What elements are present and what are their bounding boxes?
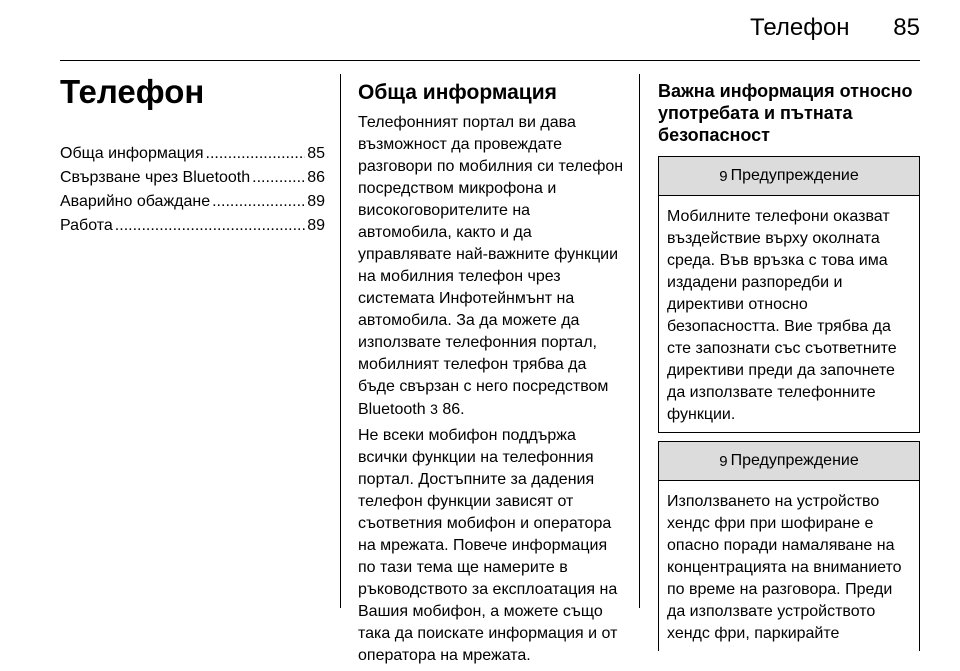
text-line: Телефонният портал ви дава (358, 114, 576, 131)
text-line: високоговорителите на (358, 202, 531, 219)
text-line: издадени разпоредби и (667, 274, 843, 291)
toc-entry-page: 89 (307, 193, 325, 210)
text-line (358, 398, 626, 421)
text-line: хендс фри, паркирайте (667, 625, 840, 642)
text-line: по време на разговора. Преди (667, 581, 893, 598)
toc-entry-page: 85 (307, 145, 325, 162)
text-fragment: Bluetooth (358, 401, 426, 418)
text-line: автомобила, както и да (358, 224, 532, 241)
header-rule (60, 60, 920, 61)
text-line: по тази тема ще намерите в (358, 559, 568, 576)
toc-entry-label: Работа (60, 217, 113, 234)
text-line: използвате телефонния портал, (358, 334, 597, 351)
text-line: портал. Достъпните за дадения (358, 471, 595, 488)
text-line: оператора на мрежата. (358, 647, 531, 664)
toc-entry[interactable] (60, 190, 325, 214)
text-line: съответния мобифон и оператора (358, 515, 612, 532)
text-line: бъде свързан с него посредством (358, 378, 609, 395)
page-reference-link[interactable]: 86. (442, 401, 465, 418)
page-header-title: Телефон (750, 14, 850, 41)
text-line: среда. Във връзка с това има (667, 252, 888, 269)
text-line: Вашия мобифон, а можете също (358, 603, 603, 620)
toc-entry-label: Свързване чрез Bluetooth (60, 169, 251, 186)
toc-entry[interactable] (60, 142, 325, 166)
text-line: управлявате най-важните функции (358, 246, 618, 263)
text-line: Мобилните телефони оказват (667, 208, 890, 225)
paragraph (358, 112, 626, 421)
chapter-title: Телефон (60, 73, 205, 110)
toc-entry-page: 86 (307, 169, 325, 186)
text-line: посредством микрофона и (358, 180, 557, 197)
warning-header (659, 157, 919, 196)
general-info-section (358, 80, 626, 671)
text-line: безопасността. Вие трябва да (667, 318, 891, 335)
text-line: на мрежата. Повече информация (358, 537, 608, 554)
page-number: 85 (893, 14, 920, 41)
text-line: на мобилния телефон чрез (358, 268, 561, 285)
column-divider (639, 74, 640, 608)
warning-triangle-icon: 9 (719, 452, 728, 470)
text-line: всички функции на телефонния (358, 449, 594, 466)
heading-line: Важна информация относно (658, 81, 913, 101)
text-line: сте запознати със съответните (667, 340, 897, 357)
paragraph (358, 425, 626, 667)
text-line: опасно поради намаляване на (667, 537, 895, 554)
text-line: да използвате устройството (667, 603, 876, 620)
warning-triangle-icon: 9 (719, 167, 728, 185)
text-line: Използването на устройство (667, 493, 880, 510)
text-line: директиви преди да започнете (667, 362, 895, 379)
text-line: системата Инфотейнмънт на (358, 290, 575, 307)
text-line: разговори по мобилния си телефон (358, 158, 624, 175)
toc-leader-dots (115, 214, 305, 238)
text-line: да използвате телефонните (667, 384, 876, 401)
toc-entry-page: 89 (307, 217, 325, 234)
text-line: ръководството за експлоатация на (358, 581, 618, 598)
section-heading: Обща информация (358, 81, 557, 104)
text-line: телефон функции зависят от (358, 493, 574, 510)
text-line: автомобила. За да можете да (358, 312, 580, 329)
toc-entry-label: Обща информация (60, 145, 204, 162)
section-heading (658, 80, 920, 146)
text-line: възможност да провеждате (358, 136, 563, 153)
text-line: концентрацията на вниманието (667, 559, 902, 576)
heading-line: употребата и пътната (658, 103, 853, 123)
toc-entry[interactable] (60, 166, 325, 190)
page-reference-icon: 3 (430, 401, 438, 417)
text-line: хендс фри при шофиране е (667, 515, 874, 532)
toc-leader-dots (206, 142, 306, 166)
warning-body (659, 196, 919, 432)
warning-title: Предупреждение (730, 167, 859, 184)
column-divider (340, 74, 341, 608)
toc-entry-label: Аварийно обаждане (60, 193, 211, 210)
toc-leader-dots (212, 190, 305, 214)
text-line: мобилният телефон трябва да (358, 356, 587, 373)
warning-title: Предупреждение (730, 452, 859, 469)
warning-box (658, 156, 920, 433)
text-line: функции. (667, 406, 736, 423)
heading-line: безопасност (658, 125, 770, 145)
toc-leader-dots (252, 166, 305, 190)
text-line: Не всеки мобифон поддържа (358, 427, 576, 444)
text-line: така да поискате информация и от (358, 625, 618, 642)
warning-body (659, 481, 919, 651)
warning-header (659, 442, 919, 481)
warning-box (658, 441, 920, 651)
chapter-toc (60, 72, 325, 238)
text-line: директиви относно (667, 296, 808, 313)
text-line: въздействие върху околната (667, 230, 880, 247)
toc-entry[interactable] (60, 214, 325, 238)
safety-section (658, 80, 920, 659)
